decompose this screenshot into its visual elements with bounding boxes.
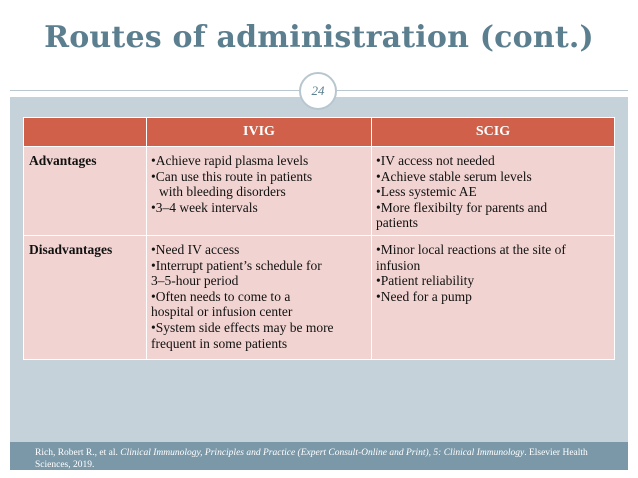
list-item: •Achieve rapid plasma levels <box>151 153 309 168</box>
list-item: •Patient reliability <box>376 273 475 289</box>
list-item-continuation: with bleeding disorders <box>159 184 286 200</box>
list-item-continuation: patients <box>376 215 418 231</box>
list-item-continuation: frequent in some patients <box>151 335 288 351</box>
row-label-advantages: Advantages <box>24 147 147 236</box>
citation-suffix: . Elsevier Health Sciences, 2019. <box>35 448 588 470</box>
table-header-row <box>24 118 615 147</box>
list-item: •Need for a pump <box>376 288 472 304</box>
list-item: •3–4 week intervals <box>151 199 258 215</box>
list-item: •Interrupt patient’s schedule for <box>151 257 322 273</box>
list-item: •Minor local reactions at the site of <box>376 241 566 257</box>
list-item: •Often needs to come to a <box>151 288 291 304</box>
citation-prefix: Rich, Robert R., et al. <box>35 448 121 458</box>
list-item-continuation: infusion <box>376 257 421 273</box>
list-item: •Can use this route in patients <box>151 168 313 184</box>
slide-title: Routes of administration (cont.) <box>44 20 594 55</box>
cell-advantages-ivig <box>147 147 372 236</box>
cell-advantages-scig <box>372 147 615 236</box>
header-cell-empty <box>24 118 147 147</box>
list-item: •IV access not needed <box>376 153 495 168</box>
cell-disadvantages-ivig <box>147 235 372 359</box>
row-label-disadvantages: Disadvantages <box>24 235 147 359</box>
page-number-badge: 24 <box>299 72 337 110</box>
list-item: •Less systemic AE <box>376 184 477 200</box>
comparison-table <box>23 117 615 360</box>
table-row-disadvantages <box>24 235 615 359</box>
list-item: •More flexibilty for parents and <box>376 199 548 215</box>
list-item: •Need IV access <box>151 241 240 257</box>
header-cell-ivig: IVIG <box>147 118 372 147</box>
citation-title: Clinical Immunology, Principles and Practice (Expert Consult-Online and Print), 5: Clinical Immunology <box>120 448 525 458</box>
list-item-continuation: 3–5-hour period <box>151 273 239 289</box>
citation-footer <box>10 442 628 470</box>
table-row-advantages <box>24 147 615 236</box>
list-item-continuation: hospital or infusion center <box>151 304 293 320</box>
list-item: •System side effects may be more <box>151 319 334 335</box>
cell-disadvantages-scig <box>372 235 615 359</box>
header-cell-scig: SCIG <box>372 118 615 147</box>
list-item: •Achieve stable serum levels <box>376 168 532 184</box>
